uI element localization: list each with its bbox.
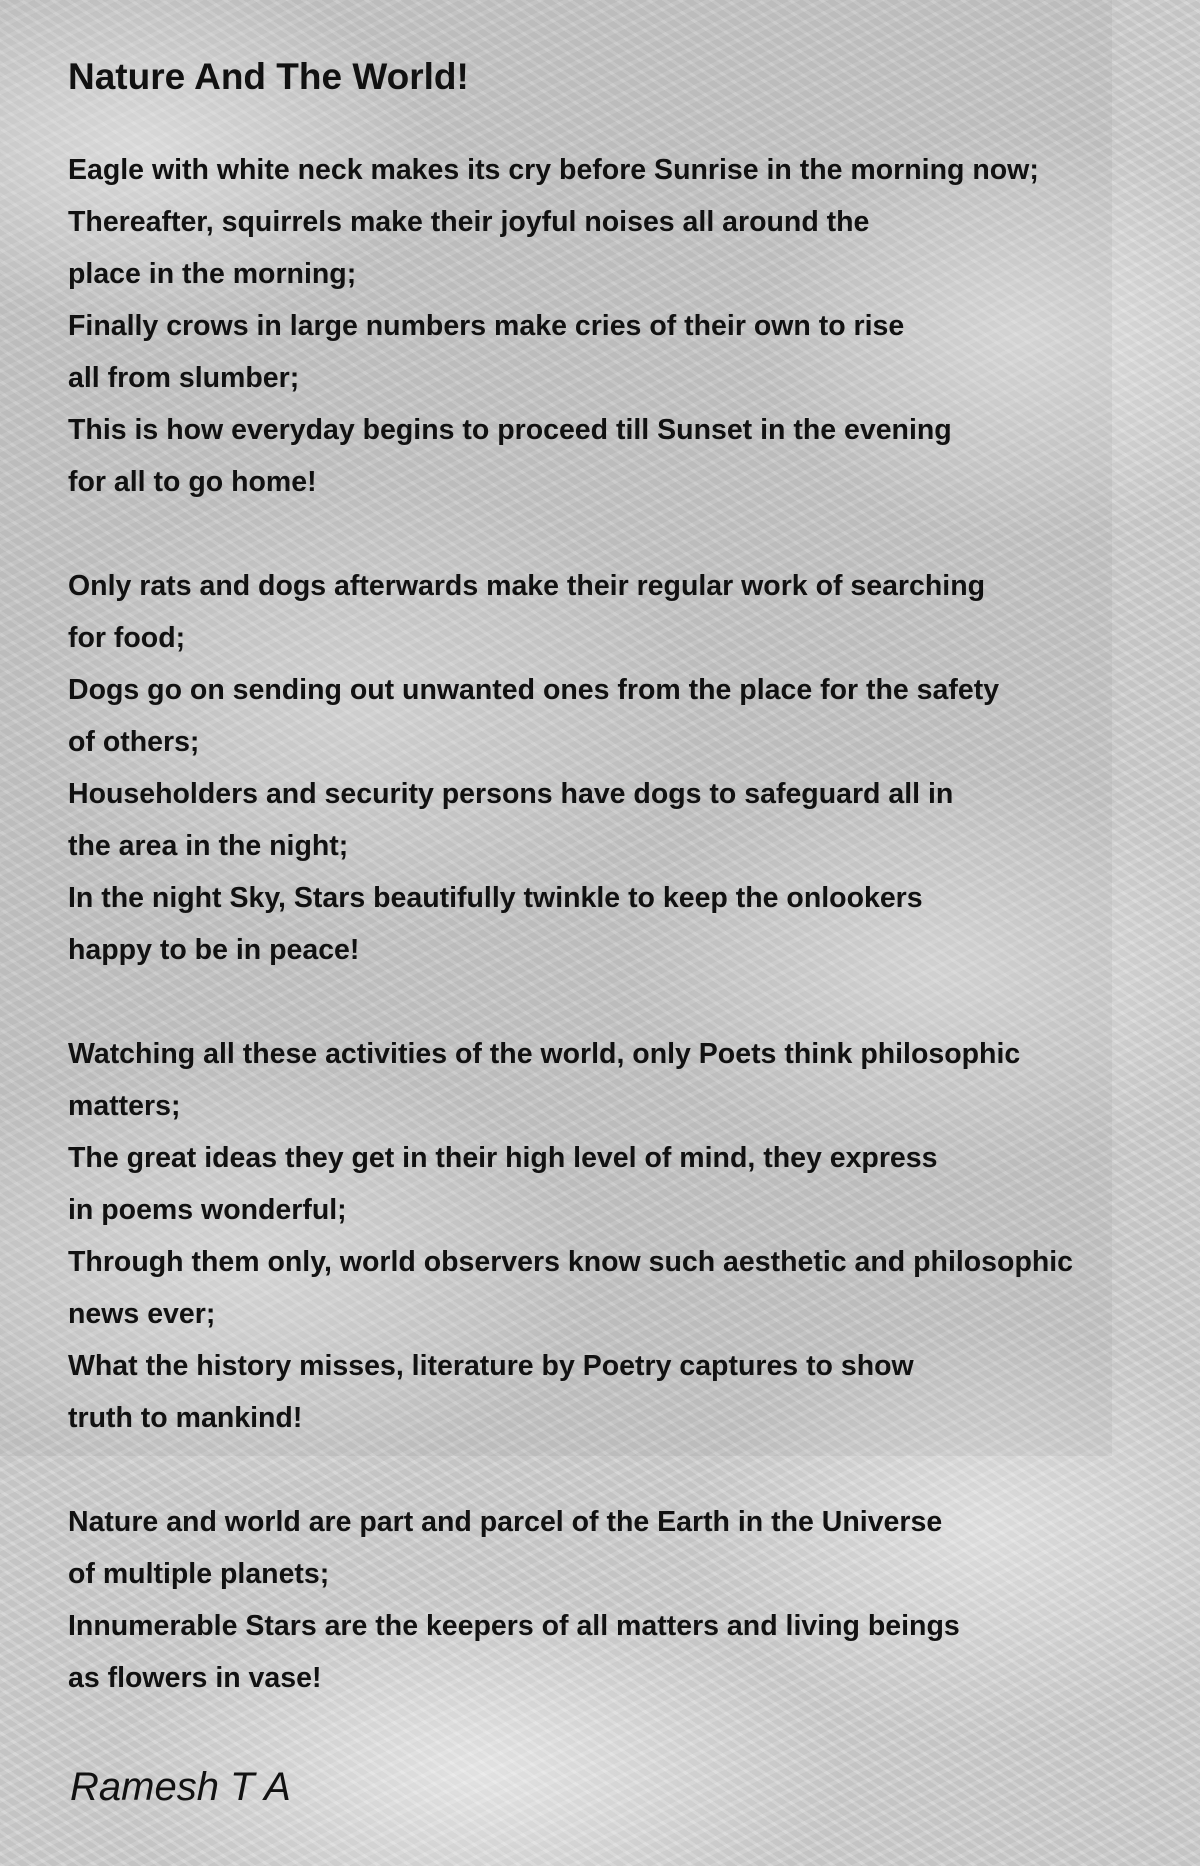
poem-line: for all to go home! [68,466,317,498]
poem-line: Innumerable Stars are the keepers of all matters and living beings [68,1610,960,1642]
poem-line: place in the morning; [68,258,357,290]
stanza-1 [68,144,1200,508]
poem-line: matters; [68,1090,181,1122]
stanza-3 [68,1028,1200,1444]
poem-line: in poems wonderful; [68,1194,347,1226]
poem-line: Nature and world are part and parcel of the Earth in the Universe [68,1506,943,1538]
poem-line: news ever; [68,1298,216,1330]
poem-line: Watching all these activities of the world, only Poets think philosophic [68,1038,1021,1070]
poem-line: the area in the night; [68,830,349,862]
poem-line: This is how everyday begins to proceed till Sunset in the evening [68,414,952,446]
poem-line: Eagle with white neck makes its cry before Sunrise in the morning now; [68,154,1039,186]
poem-line: all from slumber; [68,362,300,394]
poem-line: of others; [68,726,200,758]
stanza-4 [68,1496,1200,1704]
poem-line: as flowers in vase! [68,1662,322,1694]
poem-line: In the night Sky, Stars beautifully twinkle to keep the onlookers [68,882,923,914]
poem-line: Thereafter, squirrels make their joyful noises all around the [68,206,870,238]
poem-line: of multiple planets; [68,1558,330,1590]
poem-line: truth to mankind! [68,1402,303,1434]
poem-line: for food; [68,622,186,654]
poem-line: Only rats and dogs afterwards make their regular work of searching [68,570,986,602]
poem-line: The great ideas they get in their high level of mind, they express [68,1142,938,1174]
poem-line: Through them only, world observers know such aesthetic and philosophic [68,1246,1074,1278]
poem-line: Finally crows in large numbers make cries of their own to rise [68,310,905,342]
poem-container [68,50,1200,1756]
poem-title: Nature And The World! [68,56,469,97]
poem-author: Ramesh T A [70,1765,291,1809]
poem-line: Dogs go on sending out unwanted ones from the place for the safety [68,674,1000,706]
poem-line: happy to be in peace! [68,934,360,966]
poem-line: Householders and security persons have dogs to safeguard all in [68,778,954,810]
poem-line: What the history misses, literature by Poetry captures to show [68,1350,914,1382]
stanza-2 [68,560,1200,976]
